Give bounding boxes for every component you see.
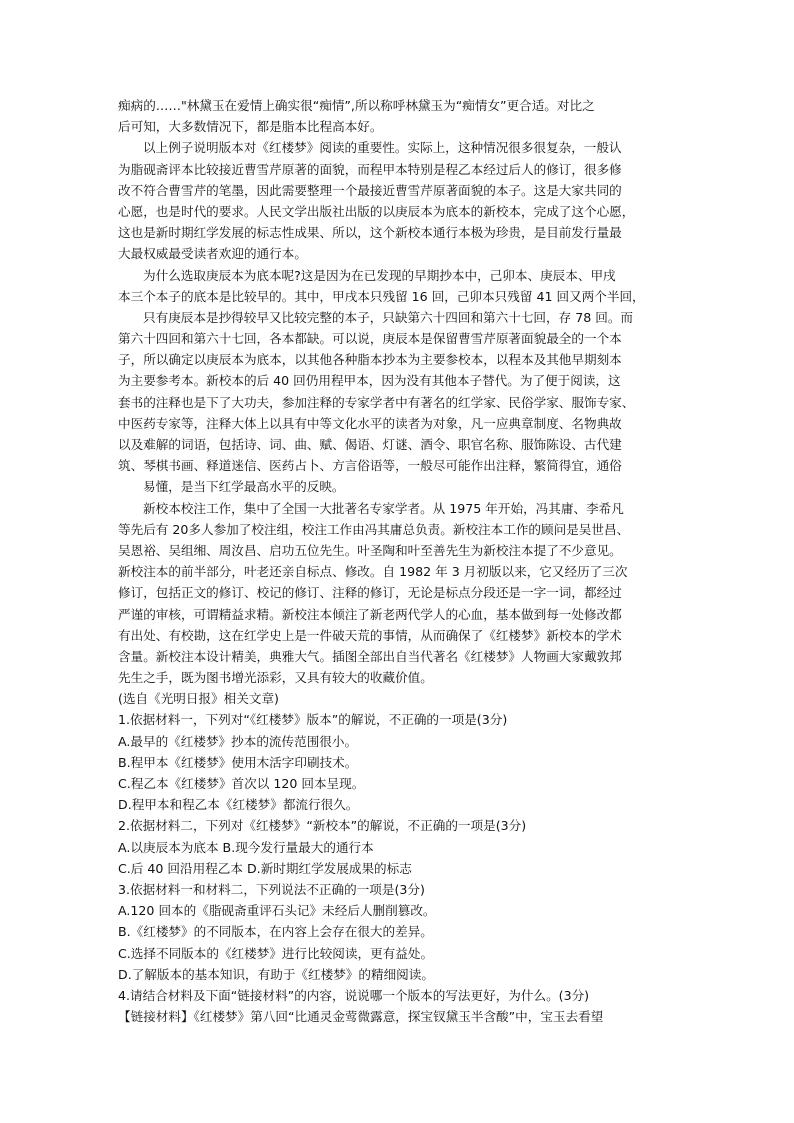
text-line: C.选择不同版本的《红楼梦》进行比较阅读，更有益处。 [118,945,434,961]
text-line: 修订，包括正文的修订、校记的修订、注释的修订，无论是标点分段还是一字一词，都经过 [118,585,622,601]
text-line: 有出处、有校勘，这在红学史上是一件破天荒的事情，从而确保了《红楼梦》新校本的学术 [118,627,622,643]
text-line: 这也是新时期红学发展的标志性成果、所以，这个新校本通行本极为珍贵，是目前发行量最 [118,225,622,241]
text-line: 套书的注释也是下了大功夫，参加注释的专家学者中有著名的红学家、民俗学家、服饰专家、 [118,394,635,410]
text-line: 【链接材料】《红楼梦》第八回“比通灵金莺微露意，探宝钗黛玉半含酸”中，宝玉去看望 [118,1009,604,1025]
text-line: 含量。新校注本设计精美，典雅大气。插图全部出自当代著名《红楼梦》人物画大家戴敦邦 [118,648,622,664]
text-line: 中医药专家等，注释大体上以具有中等文化水平的读者为对象，凡一应典章制度、名物典故 [118,415,622,431]
text-line: 子，所以确定以庚辰本为底本，以其他各种脂本抄本为主要参校本，以程本及其他早期刻本 [118,352,622,368]
text-line: 第六十四回和第六十七回，各本都缺。可以说，庚辰本是保留曹雪芹原著面貌最全的一个本 [118,331,622,347]
text-line: 易懂，是当下红学最高水平的反映。 [143,479,345,495]
text-line: D.程甲本和程乙本《红楼梦》都流行很久。 [118,797,359,813]
text-line: 以及难解的词语，包括诗、词、曲、赋、偈语、灯谜、酒令、职官名称、服饰陈设、古代建 [118,437,622,452]
text-line: 心愿，也是时代的要求。人民文学出版社出版的以庚辰本为底本的新校本，完成了这个心愿， [118,203,635,219]
document-page [118,95,680,1027]
text-line: (选自《光明日报》相关文章) [118,691,279,707]
text-line: 只有庚辰本是抄得较早又比较完整的本子，只缺第六十四回和第六十七回，存 78 回。而 [143,309,634,325]
text-line: 等先后有 20多人参加了校注组，校注工作由冯其庸总负责。新校注本工作的顾问是吴世昌、 [118,521,630,537]
text-line: 为什么选取庚辰本为底本呢?这是因为在已发现的早期抄本中，己卯本、庚辰本、甲戌 [143,267,616,283]
text-line: 严谨的审核，可谓精益求精。新校注本倾注了新老两代学人的心血，基本做到每一处修改都 [118,606,622,622]
text-line: 3.依据材料一和材料二，下列说法不正确的一项是(3分) [118,881,425,897]
text-line: 1.依据材料一，下列对“《红楼梦》版本”的解说，不正确的一项是(3分) [118,712,508,728]
text-line: 筑、琴棋书画、释道迷信、医药占卜、方言俗语等，一般尽可能作出注释，繁简得宜，通俗 [118,458,622,474]
text-line: 改不符合曹雪芹的笔墨，因此需要整理一个最接近曹雪芹原著面貌的本子。这是大家共同的 [118,182,622,198]
text-line: A.以庚辰本为底本 B.现今发行量最大的通行本 [118,839,374,855]
text-line: 本三个本子的底本是比较早的。其中，甲戌本只残留 16 回，己卯本只残留 41 回又两个半回， [118,288,645,304]
text-line: 先生之手，既为图书增光添彩，又具有较大的收藏价值。 [118,670,433,686]
text-line: 以上例子说明版本对《红楼梦》阅读的重要性。实际上，这种情况很多很复杂，一般认 [143,140,622,156]
text-line: B.程甲本《红楼梦》使用木活字印刷技术。 [118,754,358,770]
text-line: 新校注本的前半部分，叶老还亲自标点、修改。自 1982 年 3 月初版以来，它又经历了三次 [118,564,628,580]
text-line: B.《红楼梦》的不同版本，在内容上会存在很大的差异。 [118,924,433,940]
text-line: 4.请结合材料及下面“链接材料”的内容，说说哪一个版本的写法更好，为什么。(3分) [118,987,590,1003]
text-line: 2.依据材料二，下列对《红楼梦》“新校本”的解说，不正确的一项是(3分) [118,818,527,834]
text-line: C.后 40 回沿用程乙本 D.新时期红学发展成果的标志 [118,860,412,876]
text-line: 新校本校注工作，集中了全国一大批著名专家学者。从 1975 年开始，冯其庸、李希凡 [143,500,624,516]
text-line: 吴恩裕、吴组缃、周汝昌、启功五位先生。叶圣陶和叶至善先生为新校注本提了不少意见。 [118,542,622,558]
text-line: 为主要参考本。新校本的后 40 回仍用程甲本，因为没有其他本子替代。为了便于阅读，这 [118,373,621,389]
text-line: D.了解版本的基本知识，有助于《红楼梦》的精细阅读。 [118,966,434,982]
text-line: 为脂砚斋评本比较接近曹雪芹原著的面貌，而程甲本特别是程乙本经过后人的修订，很多修 [118,161,622,177]
text-line: 大最权威最受读者欢迎的通行本。 [118,246,307,262]
text-line: 后可知，大多数情况下，都是脂本比程高本好。 [118,119,383,135]
text-line: A.120 回本的《脂砚斋重评石头记》未经后人删削篡改。 [118,903,436,919]
text-line: C.程乙本《红楼梦》首次以 120 回本呈现。 [118,776,365,791]
text-line: 痴病的……"林黛玉在爱情上确实很“痴情”,所以称呼林黛玉为“痴情女”更合适。对比之 [118,98,595,113]
text-line: A.最早的《红楼梦》抄本的流传范围很小。 [118,733,358,749]
